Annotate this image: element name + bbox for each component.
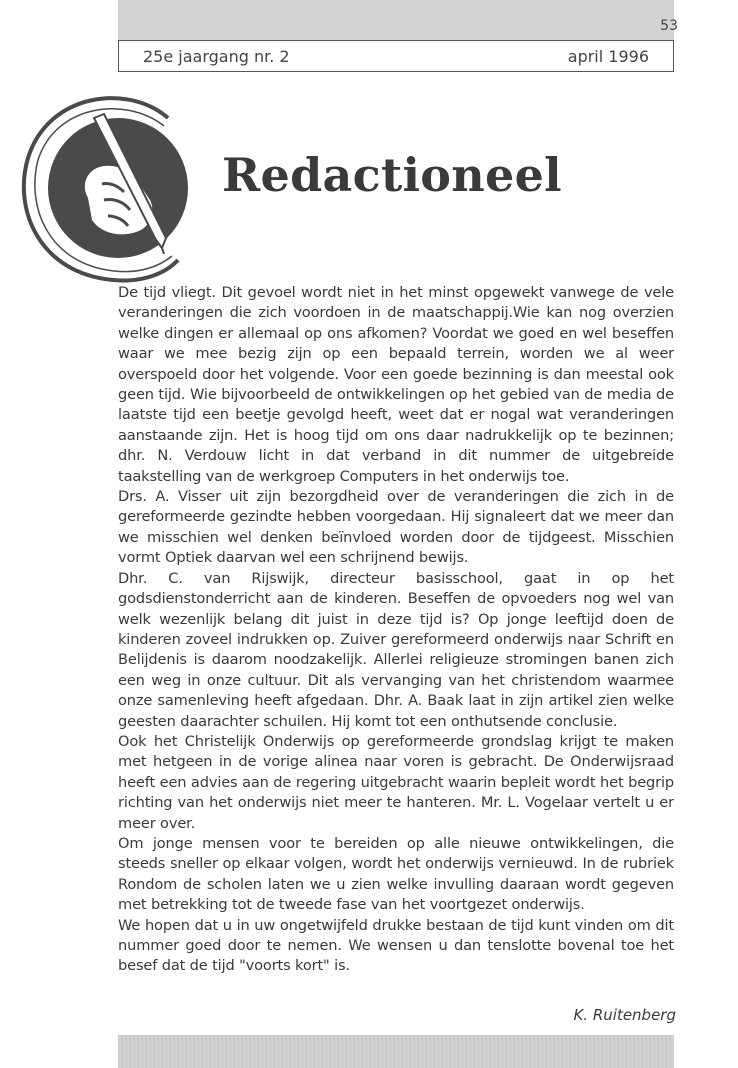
article-title: Redactioneel (222, 148, 562, 202)
paragraph: Dhr. C. van Rijswijk, directeur basisschool, gaat in op het godsdienstonderricht aan de kinderen. Beseffen de opvoeders nog wel van welk wezenlijk belang dit juist in deze tijd is? Op jonge leeftijd doen de kinderen zoveel indrukken op. Zuiver gereformeerd onderwijs naar Schrift en Belijdenis is daarom noodzakelijk. Allerlei religieuze stromingen banen zich een weg in onze cultuur. Dit als vervanging van het christendom waarmee onze samenleving heeft afgedaan. Dhr. A. Baak laat in zijn artikel zien welke geesten daarachter schuilen. Hij komt tot een onthutsende conclusie. (118, 569, 674, 730)
paragraph: De tijd vliegt. Dit gevoel wordt niet in het minst opgewekt vanwege de vele veranderingen die zich voordoen in de maatschappij.Wie kan nog overzien welke dingen er allemaal op ons afkomen? Voordat we goed en wel beseffen waar we mee bezig zijn op een bepaald terrein, worden we al weer overspoeld door het volgende. Voor een goede bezinning is dan meestal ook geen tijd. Wie bijvoorbeeld de ontwikkelingen op het gebied van de media de laatste tijd een beetje gevolgd heeft, weet dat er nogal wat veranderingen aanstaande zijn. Het is hoog tijd om ons daar nadrukkelijk op te bezinnen; dhr. N. Verdouw licht in dat verband in dit nummer de uitgebreide taakstelling van de werkgroep Computers in het onderwijs toe. (118, 284, 674, 485)
bottom-scan-band (118, 1035, 674, 1068)
paragraph: Om jonge mensen voor te bereiden op alle nieuwe ontwikkelingen, die steeds sneller op elkaar volgen, wordt het onderwijs vernieuwd. In de rubriek Rondom de scholen laten we u zien welke invulling daaraan wordt gegeven met betrekking tot de tweede fase van het voortgezet onderwijs. (118, 834, 674, 914)
page-number: 53 (660, 18, 678, 34)
top-scan-band (118, 0, 674, 40)
hand-writing-pen-icon (18, 88, 190, 288)
article-body (118, 283, 674, 977)
issue-label: 25e jaargang nr. 2 (143, 47, 290, 66)
header-bar (118, 40, 674, 72)
paragraph: Drs. A. Visser uit zijn bezorgdheid over de veranderingen die zich in de gereformeerde gezindte hebben voorgedaan. Hij signaleert dat we meer dan we misschien wel denken beïnvloed worden door de tijdgeest. Misschien vormt Optiek daarvan wel een schrijnend bewijs. (118, 488, 674, 567)
issue-date: april 1996 (567, 47, 649, 66)
author-signature: K. Ruitenberg (573, 1006, 676, 1024)
paragraph: We hopen dat u in uw ongetwijfeld drukke bestaan de tijd kunt vinden om dit nummer goed door te nemen. We wensen u dan tenslotte bovenal toe het besef dat de tijd "voorts kort" is. (118, 916, 674, 975)
paragraph: Ook het Christelijk Onderwijs op gereformeerde grondslag krijgt te maken met hetgeen in de vorige alinea naar voren is gebracht. De Onderwijsraad heeft een advies aan de regering uitgebracht waarin bepleit wordt het begrip richting van het onderwijs niet meer te hanteren. Mr. L. Vogelaar vertelt u er meer over. (118, 732, 674, 832)
